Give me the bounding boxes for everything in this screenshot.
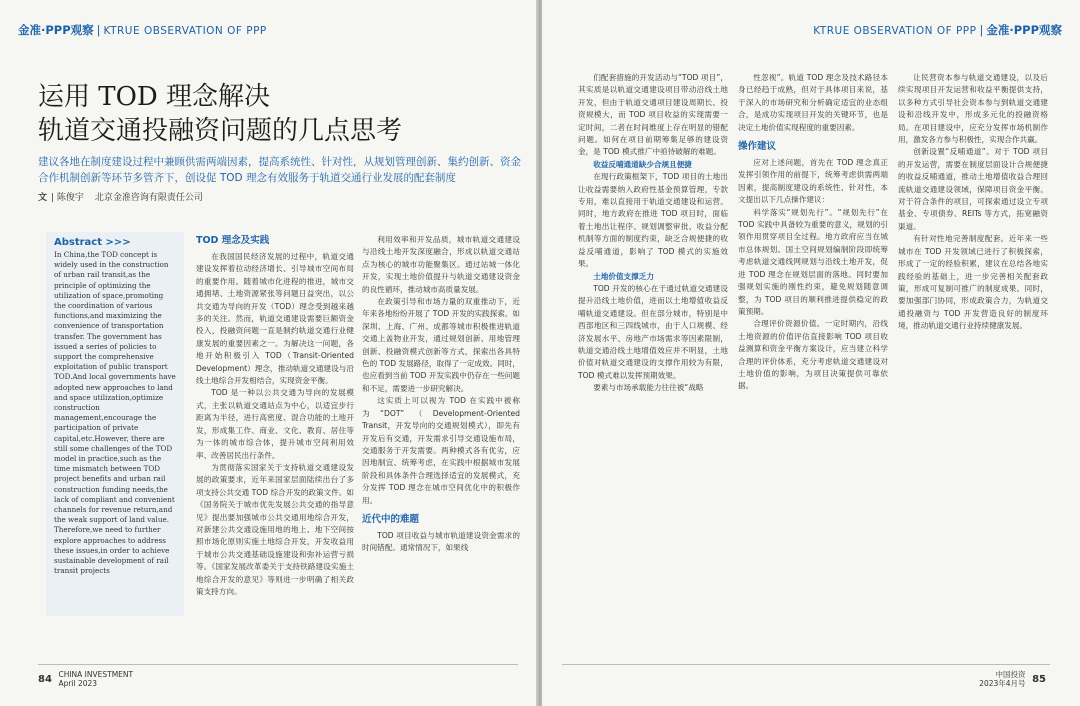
issue-date: April 2023 [58, 679, 98, 688]
paragraph: 们配套措施的开发活动与“TOD 项目”，其实质是以轨道交通建设项目带动沿线土地开发，但由于轨道交通项目建设周期长、投资规模大，而 TOD 项目收益的实现需要一定时间，二者在时间维度上存在明显的错配问题。如何在项目前期筹集足够的建设资金，是 TOD 模式推广中亟待破解的难题。 [578, 73, 728, 157]
author-name: 陈俊宇 [56, 193, 84, 203]
section-heading: 近代中的难题 [362, 513, 420, 525]
paragraph: 在政策引导和市场力量的双重推动下，近年来各地纷纷开展了 TOD 开发的实践探索。如深圳、上海、广州、成都等城市积极推进轨道交通上盖物业开发，通过规划创新、用地管理创新、投融资模式创新等方式，探索出各具特色的 TOD 发展路径，取得了一定成效。同时，也应看到当前 TOD 开发实践中仍存在一些问题和不足，需要进一步研究解决。 [362, 297, 520, 393]
paragraph: TOD 是一种以公共交通为导向的发展模式，主张以轨道交通站点为中心，以适宜步行距离为半径，进行高密度、混合功能的土地开发，形成集工作、商业、文化、教育、居住等为一体的城市综合体，提升城市空间利用效率、改善居民出行条件。 [196, 388, 354, 460]
paragraph: 性忽视”。轨道 TOD 理念及技术路径本身已经趋于成熟，但对于具体项目来说，基于深入的市场研究和分析确定适宜的业态组合，是成功实现项目开发的关键环节，也是决定土地价值实现程度的重要因素。 [738, 73, 888, 132]
paragraph: TOD 开发的核心在于通过轨道交通建设提升沿线土地价值，进而以土地增值收益反哺轨道交通建设。但在部分城市，特别是中西部地区和三四线城市，由于人口规模、经济发展水平、房地产市场需求等因素限制，轨道交通沿线土地增值效应并不明显，土地价值对轨道交通建设的支撑作用较为有限，TOD 模式难以发挥预期效果。 [578, 283, 728, 380]
column-2 [362, 234, 520, 656]
right-page [542, 0, 1080, 706]
author-org: 北京金准咨询有限责任公司 [94, 193, 203, 203]
magazine-name: CHINA INVESTMENT [58, 670, 134, 679]
paragraph: 合理评价资源价值。一定时期内，沿线土地资源的价值评估直接影响 TOD 项目收益测算和资金平衡方案设计，应当建立科学合理的评价体系，充分考虑轨道交通建设对土地价值的影响，为项目决策提供可靠依据。 [738, 319, 888, 391]
title-line-2: 轨道交通投融资问题的几点思考 [38, 116, 403, 146]
running-header-right: KTRUE OBSERVATION OF PPP | 金准·PPP观察 [813, 23, 1062, 37]
footer-right [979, 670, 1050, 688]
issue-date: 2023年4月号 [979, 679, 1026, 688]
inline-heading: 土地价值支撑乏力 [593, 271, 654, 281]
author-prefix: 文 [38, 193, 48, 203]
column-1 [196, 234, 354, 656]
paragraph: 在我国国民经济发展的过程中，轨道交通建设发挥着拉动经济增长、引导城市空间布局的重要作用。随着城市化进程的推进，城市交通拥堵、土地资源紧张等问题日益突出，以公共交通为导向的开发（TOD）理念受到越来越多的关注。然而，轨道交通建设需要巨额资金投入，投融资问题一直是制约轨道交通行业健康发展的重要因素之一。为解决这一问题，各地开始积极引入 TOD（Transit-Oriented Development）理念，推动轨道交通建设与沿线土地综合开发相结合，实现资金平衡。 [196, 252, 354, 386]
footer-left [38, 670, 133, 688]
magazine-name: 中国投资 [995, 670, 1026, 679]
section-label-en: KTRUE OBSERVATION OF PPP [813, 25, 977, 37]
paragraph: 创新设置“反哺通道”。对于 TOD 项目的开发运营，需要在制度层面设计合规便捷的收益反哺通道，推动土地增值收益合理回流轨道交通建设领域，保障项目资金平衡。对于符合条件的项目，可探索通过设立专项基金、专项债券、REITs 等方式，拓宽融资渠道。 [898, 147, 1048, 231]
abstract-heading: Abstract >>> [54, 237, 131, 248]
abstract-text: In China,the TOD concept is widely used in the construction of urban rail transit,as the principle of optimizing the utilization of space,promoting the coordination of various functions,and maximizing the convenience of transportation transfer. The government has issued a series of policies to support the comprehensive exploitation of public transport TOD.And local governments have adopted new approaches to land and space utilization,optimize construction management,encourage the participation of private capital,etc.However, there are still some challenges of the TOD model in practice,such as the time mismatch between TOD project benefits and urban rail construction funding needs,the lack of compliant and convenient channels for revenue return,and the weak support of land value. Therefore,we need to further explore approaches to address these issues,in order to achieve sustainable development of rail transit projects [54, 250, 176, 576]
paragraph: 这实质上可以视为 TOD 在实践中被称为“DOT”（Development-Oriented Transit，开发导向的交通规划模式），即先有开发后有交通，开发需求引导交通设施布局，交通服务于开发需要。两种模式各有优劣，应因地制宜、统筹考虑，在实践中根据城市发展阶段和具体条件合理选择适宜的发展模式，充分发挥 TOD 理念在城市空间优化中的积极作用。 [362, 396, 520, 505]
section-label-en: KTRUE OBSERVATION OF PPP [103, 25, 267, 37]
column-4 [738, 72, 888, 658]
paragraph: 为贯彻落实国家关于支持轨道交通建设发展的政策要求，近年来国家层面陆续出台了多项支持公共交通 TOD 综合开发的政策文件。如《国务院关于城市优先发展公共交通的指导意见》提出要加强城市公共交通用地综合开发，对新建公共交通设施用地的地上、地下空间按照市场化原则实施土地综合开发，开发收益用于城市公共交通基础设施建设和弥补运营亏损等。《国家发展改革委关于支持铁路建设实施土地综合开发的意见》等则进一步明确了相关政策支持方向。 [196, 462, 354, 596]
article-title [38, 80, 402, 148]
section-heading: 操作建议 [738, 141, 777, 153]
column-5 [898, 72, 1048, 658]
abstract-box [46, 232, 184, 616]
section-heading: TOD 理念及实践 [196, 235, 270, 246]
paragraph: 有针对性地完善制度配套。近年来一些城市在 TOD 开发领域已进行了积极探索，形成了一定的经验积累，建议在总结各地实践经验的基础上，进一步完善相关配套政策，形成可复制可推广的制度成果。同时，要加强部门协同，形成政策合力，为轨道交通投融资与 TOD 开发营造良好的制度环境，推动轨道交通行业持续健康发展。 [898, 234, 1048, 331]
section-label: 金准·PPP观察 [986, 23, 1062, 37]
paragraph: TOD 项目收益与城市轨道建设资金需求的时间错配。通常情况下，如果线 [362, 530, 520, 553]
paragraph: 要素与市场承载能力往往被“战略 [593, 383, 704, 393]
byline: 文 | 陈俊宇 北京金准咨询有限责任公司 [38, 193, 203, 203]
inline-heading: 收益反哺通道缺少合规且便捷 [593, 159, 692, 169]
paragraph: 科学落实“规划先行”。“规划先行”在 TOD 实践中具备较为重要的意义，规划的引领作用贯穿项目全过程。地方政府应当在城市总体规划、国土空间规划编制阶段即统筹考虑轨道交通线网规划与沿线土地开发，促进 TOD 理念在规划层面的落地。同时要加强规划实施的刚性约束，避免规划随意调整，为 TOD 项目的顺利推进提供稳定的政策预期。 [738, 207, 888, 316]
running-header-left: 金准·PPP观察 | KTRUE OBSERVATION OF PPP [18, 23, 267, 37]
page-number: 84 [38, 673, 52, 685]
left-page [0, 0, 538, 706]
article-subtitle: 建议各地在制度建设过程中兼顾供需两端因素，提高系统性、针对性，从规划管理创新、集约创新、资金合作机制创新等环节多管齐下，创设促 TOD 理念有效服务于轨道交通行业发展的配套制度 [38, 156, 521, 184]
title-line-1: 运用 TOD 理念解决 [38, 82, 271, 112]
column-3 [578, 72, 728, 658]
paragraph: 利用效率和开发品质，城市轨道交通建设与沿线土地开发深度融合，形成以轨道交通站点为核心的城市功能聚集区。通过站城一体化开发，实现土地价值提升与轨道交通建设资金的良性循环，推动城市高质量发展。 [362, 235, 520, 294]
paragraph: 让民营资本参与轨道交通建设，以及后续实现项目开发运营和收益平衡提供支持，以多种方式引导社会资本参与到轨道交通建设和沿线开发中，形成多元化的投融资格局。在项目建设中，应充分发挥市场机制作用，激发各方参与积极性，实现合作共赢。 [898, 73, 1048, 145]
paragraph: 在现行政策框架下，TOD 项目的土地出让收益需要纳入政府性基金预算管理，专款专用，难以直接用于轨道交通建设和运营。同时，地方政府在推进 TOD 项目时，面临着土地出让程序、规划调整审批、收益分配机制等方面的制度约束，缺乏合规便捷的收益反哺通道，影响了 TOD 模式的实施效果。 [578, 172, 728, 269]
paragraph: 应对上述问题，首先在 TOD 理念真正发挥引领作用的前提下，统筹考虑供需两端因素，提高制度建设的系统性、针对性，本文提出以下几点操作建议： [738, 158, 888, 205]
page-number: 85 [1032, 673, 1046, 685]
section-label: 金准·PPP观察 [18, 23, 94, 37]
